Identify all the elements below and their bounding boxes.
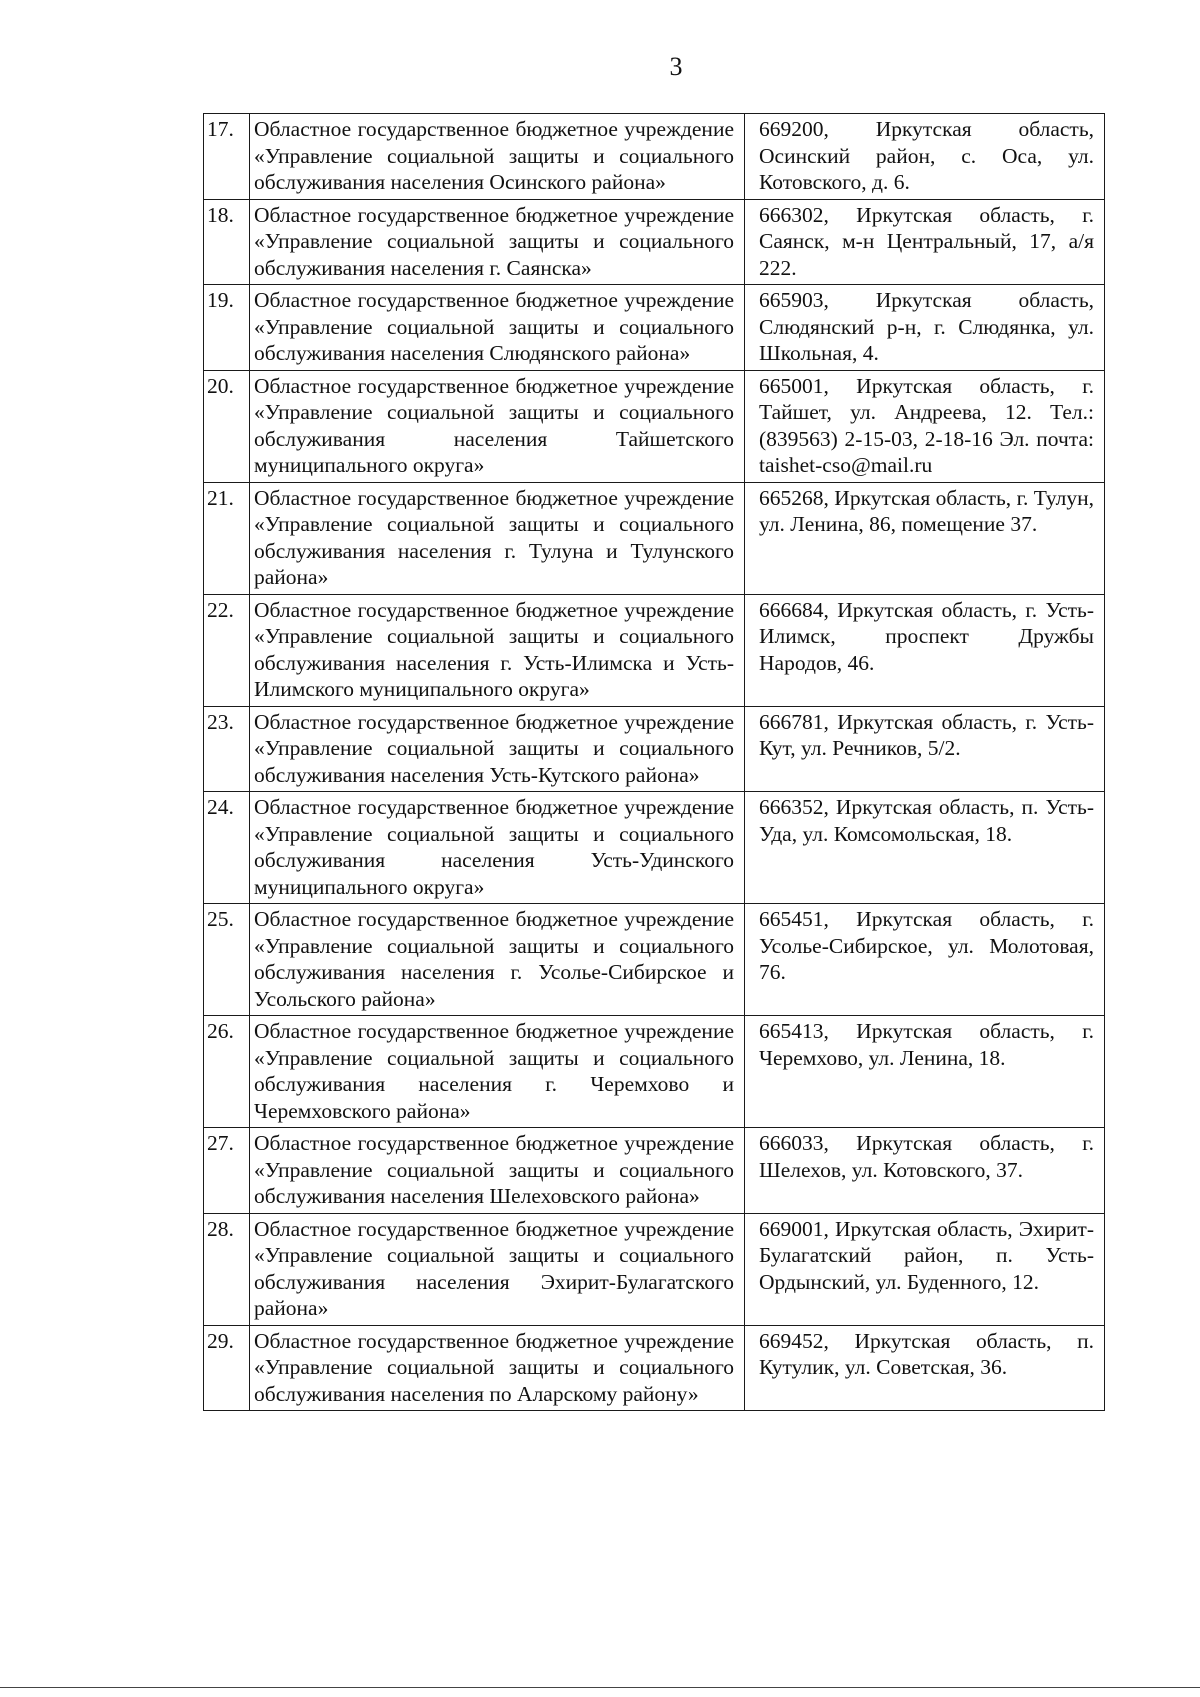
table-row [204, 1016, 1105, 1128]
table-row [204, 904, 1105, 1016]
row-number: 25. [204, 904, 250, 1016]
row-number: 22. [204, 594, 250, 706]
institution-name: Областное государственное бюджетное учреждение «Управление социальной защиты и социального обслуживания населения г. Саянска» [250, 199, 745, 285]
institution-address: 669001, Иркутская область, Эхирит-Булагатский район, п. Усть-Ордынский, ул. Буденного, 12. [745, 1213, 1105, 1325]
institution-address: 665413, Иркутская область, г. Черемхово, ул. Ленина, 18. [745, 1016, 1105, 1128]
institution-address: 665451, Иркутская область, г. Усолье-Сибирское, ул. Молотовая, 76. [745, 904, 1105, 1016]
page-number: 3 [669, 52, 683, 81]
row-number: 26. [204, 1016, 250, 1128]
institution-name: Областное государственное бюджетное учреждение «Управление социальной защиты и социального обслуживания населения Эхирит-Булагатского района» [250, 1213, 745, 1325]
table-row [204, 285, 1105, 371]
institution-name: Областное государственное бюджетное учреждение «Управление социальной защиты и социального обслуживания населения Усть-Кутского района» [250, 706, 745, 792]
institution-address: 666033, Иркутская область, г. Шелехов, ул. Котовского, 37. [745, 1128, 1105, 1214]
institution-name: Областное государственное бюджетное учреждение «Управление социальной защиты и социального обслуживания населения Тайшетского муниципального округа» [250, 370, 745, 482]
table-row [204, 1213, 1105, 1325]
institution-address: 669452, Иркутская область, п. Кутулик, ул. Советская, 36. [745, 1325, 1105, 1411]
institution-address: 665268, Иркутская область, г. Тулун, ул. Ленина, 86, помещение 37. [745, 482, 1105, 594]
row-number: 17. [204, 114, 250, 200]
table-row [204, 1128, 1105, 1214]
institution-address: 666352, Иркутская область, п. Усть-Уда, ул. Комсомольская, 18. [745, 792, 1105, 904]
table-row [204, 114, 1105, 200]
table-row [204, 706, 1105, 792]
institution-name: Областное государственное бюджетное учреждение «Управление социальной защиты и социального обслуживания населения г. Тулуна и Тулунского района» [250, 482, 745, 594]
institution-address: 665903, Иркутская область, Слюдянский р-н, г. Слюдянка, ул. Школьная, 4. [745, 285, 1105, 371]
row-number: 28. [204, 1213, 250, 1325]
institution-address: 666684, Иркутская область, г. Усть-Илимск, проспект Дружбы Народов, 46. [745, 594, 1105, 706]
institution-address: 669200, Иркутская область, Осинский район, с. Оса, ул. Котовского, д. 6. [745, 114, 1105, 200]
footer-rule [0, 1687, 1200, 1688]
row-number: 18. [204, 199, 250, 285]
table-row [204, 594, 1105, 706]
table-row [204, 370, 1105, 482]
institution-name: Областное государственное бюджетное учреждение «Управление социальной защиты и социального обслуживания населения г. Черемхово и Черемховского района» [250, 1016, 745, 1128]
table-row [204, 1325, 1105, 1411]
institution-name: Областное государственное бюджетное учреждение «Управление социальной защиты и социального обслуживания населения г. Усть-Илимска и Усть-Илимского муниципального округа» [250, 594, 745, 706]
institution-name: Областное государственное бюджетное учреждение «Управление социальной защиты и социального обслуживания населения Шелеховского района» [250, 1128, 745, 1214]
row-number: 24. [204, 792, 250, 904]
institution-name: Областное государственное бюджетное учреждение «Управление социальной защиты и социального обслуживания населения г. Усолье-Сибирское и Усольского района» [250, 904, 745, 1016]
institution-address: 665001, Иркутская область, г. Тайшет, ул. Андреева, 12. Тел.: (839563) 2-15-03, 2-18-16 Эл. почта: taishet-cso@mail.ru [745, 370, 1105, 482]
row-number: 19. [204, 285, 250, 371]
table-row [204, 482, 1105, 594]
table-row [204, 199, 1105, 285]
row-number: 23. [204, 706, 250, 792]
institutions-table [203, 113, 1105, 1411]
institution-address: 666302, Иркутская область, г. Саянск, м-н Центральный, 17, а/я 222. [745, 199, 1105, 285]
institution-name: Областное государственное бюджетное учреждение «Управление социальной защиты и социального обслуживания населения Усть-Удинского муниципального округа» [250, 792, 745, 904]
institution-name: Областное государственное бюджетное учреждение «Управление социальной защиты и социального обслуживания населения Осинского района» [250, 114, 745, 200]
institution-name: Областное государственное бюджетное учреждение «Управление социальной защиты и социального обслуживания населения по Аларскому району» [250, 1325, 745, 1411]
row-number: 29. [204, 1325, 250, 1411]
row-number: 21. [204, 482, 250, 594]
table-row [204, 792, 1105, 904]
institutions-table-body [204, 114, 1105, 1411]
institution-name: Областное государственное бюджетное учреждение «Управление социальной защиты и социального обслуживания населения Слюдянского района» [250, 285, 745, 371]
institution-address: 666781, Иркутская область, г. Усть-Кут, ул. Речников, 5/2. [745, 706, 1105, 792]
row-number: 27. [204, 1128, 250, 1214]
row-number: 20. [204, 370, 250, 482]
